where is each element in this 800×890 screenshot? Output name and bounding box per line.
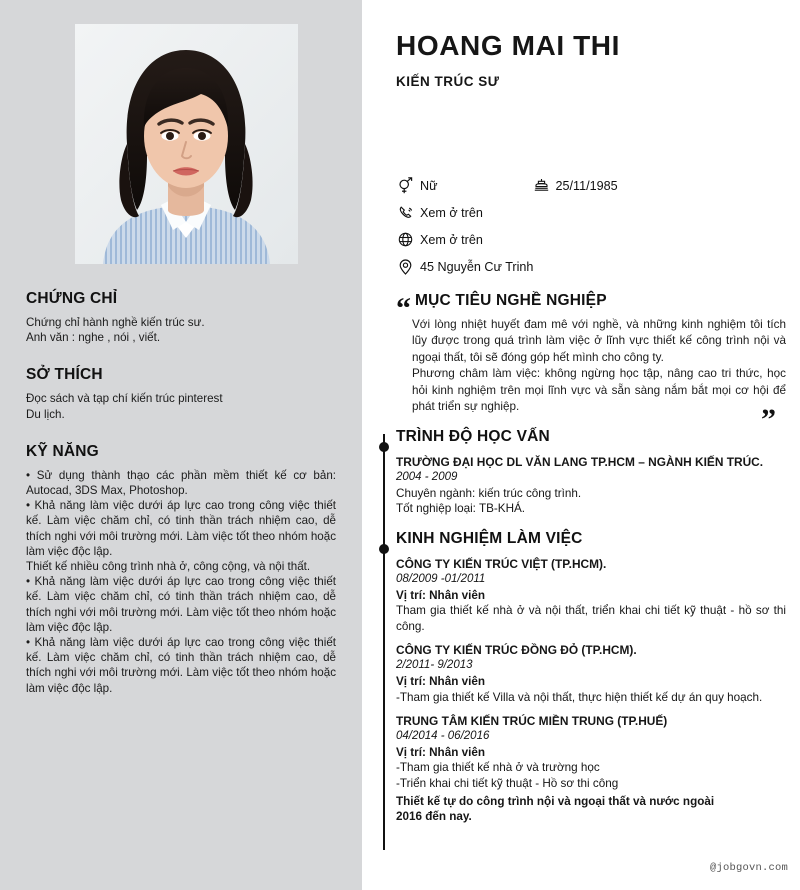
skill-item: • Khả năng làm việc dưới áp lực cao trong công việc thiết kế. Làm việc chăm chỉ, có tinh thần trách nhiệm cao, dễ thích nghi với môi trường mới. Làm việc tốt theo nhóm hoặc làm việc độc lập. [26,575,336,634]
education-section [396,428,786,517]
sidebar [0,0,362,890]
contact-gender [396,176,438,195]
watermark: @jobgovn.com [709,862,788,874]
email-value: Xem ở trên [420,232,483,247]
timeline-dot-experience [379,544,389,554]
contact-address [396,257,533,276]
experience-position: Vị trí: Nhân viên [396,674,485,688]
hobbies-heading: SỞ THÍCH [26,366,103,384]
certificates-heading: CHỨNG CHỈ [26,290,118,307]
job-role: KIẾN TRÚC SƯ [396,74,500,89]
quote-close-icon: ” [761,403,776,436]
contact-email[interactable] [396,230,483,249]
certificates-line-1: Chứng chỉ hành nghề kiến trúc sư. [26,316,205,329]
skills-section [26,443,336,696]
experience-entry [396,556,786,634]
contact-row [396,199,776,226]
globe-icon [396,230,415,249]
hobbies-line-1: Đọc sách và tạp chí kiến trúc pinterest [26,392,223,406]
timeline-dot-education [379,442,389,452]
skill-item: • Sử dụng thành thạo các phần mềm thiết kế cơ bản: Autocad, 3DS Max, Photoshop. [26,468,336,498]
experience-description: -Triển khai chi tiết kỹ thuật - Hồ sơ thi công [396,776,619,790]
location-pin-icon [396,257,415,276]
freelance-title: Thiết kế tự do công trình nội và ngoại thất và nước ngoài [396,794,715,808]
education-heading: TRÌNH ĐỘ HỌC VẤN [396,428,550,445]
objective-section [396,292,786,436]
phone-value: Xem ở trên [420,205,483,220]
skill-item: • Khả năng làm việc dưới áp lực cao trong công việc thiết kế. Làm việc chăm chỉ, có tinh thần trách nhiệm cao, dễ thích nghi với môi trường mới. Làm việc tốt theo nhóm hoặc làm việc độc lập. [26,499,336,558]
page-title: HOANG MAI THI [396,30,621,61]
experience-entry [396,642,786,705]
objective-header [396,292,786,325]
experience-section [396,530,786,825]
skill-item: Thiết kế nhiều công trình nhà ở, công cộng, và nội thất. [26,560,311,574]
main-column [396,0,800,890]
experience-heading: KINH NGHIỆM LÀM VIỆC [396,530,583,547]
experience-company: TRUNG TÂM KIẾN TRÚC MIỀN TRUNG (TP.HUẾ) [396,714,668,729]
freelance-entry [396,794,786,825]
freelance-date: 2016 đến nay. [396,810,472,824]
experience-position: Vị trí: Nhân viên [396,745,485,759]
timeline-rail [383,434,385,850]
objective-heading: MỤC TIÊU NGHỀ NGHIỆP [415,292,607,309]
quote-open-icon: “ [396,292,411,325]
experience-position: Vị trí: Nhân viên [396,588,485,602]
experience-description: Tham gia thiết kế nhà ở và nội thất, triển khai chi tiết kỹ thuật - hồ sơ thi công. [396,604,786,633]
profile-photo [75,24,298,264]
skills-heading: KỸ NĂNG [26,442,99,460]
experience-date: 08/2009 -01/2011 [396,573,486,585]
contact-block [396,172,776,280]
certificates-line-2: Anh văn : nghe , nói , viết. [26,331,161,345]
experience-description: -Tham gia thiết kế nhà ở và trường học [396,761,600,775]
contact-phone[interactable] [396,203,483,222]
contact-row [396,172,776,199]
education-date: 2004 - 2009 [396,471,458,483]
hobbies-section [26,366,336,421]
gender-value: Nữ [420,178,438,193]
objective-paragraph: Với lòng nhiệt huyết đam mê với nghề, và những kinh nghiệm tôi tích lũy được trong quá trình làm việc ở lĩnh vực thiết kế công trình nội và ngoại thất, tôi sẽ đóng góp hết mình cho công ty. [412,318,786,364]
experience-date: 2/2011- 9/2013 [396,659,473,672]
objective-body [396,317,786,415]
skill-item: • Khả năng làm việc dưới áp lực cao trong công việc thiết kế. Làm việc chăm chỉ, có tinh thần trách nhiệm cao, dễ thích nghi với môi trường mới. Làm việc tốt theo nhóm hoặc làm việc độc lập. [26,636,336,695]
experience-company: CÔNG TY KIẾN TRÚC VIỆT (TP.HCM). [396,557,607,571]
experience-company: CÔNG TY KIẾN TRÚC ĐỒNG ĐỎ (TP.HCM). [396,643,637,658]
contact-row [396,226,776,253]
education-major: Chuyên ngành: kiến trúc công trình. [396,486,582,500]
certificates-section [26,290,336,345]
address-value: 45 Nguyễn Cư Trinh [420,259,534,274]
contact-row [396,253,776,280]
birthday-value: 25/11/1985 [555,178,618,193]
education-school: TRƯỜNG ĐẠI HỌC DL VĂN LANG TP.HCM – NGÀNH KIẾN TRÚC. [396,455,764,469]
sidebar-sections [26,290,336,698]
experience-description: -Tham gia thiết kế Villa và nội thất, thực hiện thiết kế dự án quy hoạch. [396,690,763,704]
education-entry [396,454,786,517]
birthday-cake-icon [532,176,551,195]
contact-birthday [532,176,618,195]
gender-icon [396,176,415,195]
hobbies-line-2: Du lịch. [26,407,65,421]
experience-entry [396,713,786,791]
education-grade: Tốt nghiệp loại: TB-KHÁ. [396,502,526,516]
experience-date: 04/2014 - 06/2016 [396,730,490,743]
phone-icon [396,203,415,222]
objective-paragraph: Phương châm làm việc: không ngừng học tập, nâng cao tri thức, học hỏi kinh nghiệm trên mọi lĩnh vực và sẵn sàng nắm bắt mọi cơ hội để phát triển sự nghiệp. [412,367,786,414]
